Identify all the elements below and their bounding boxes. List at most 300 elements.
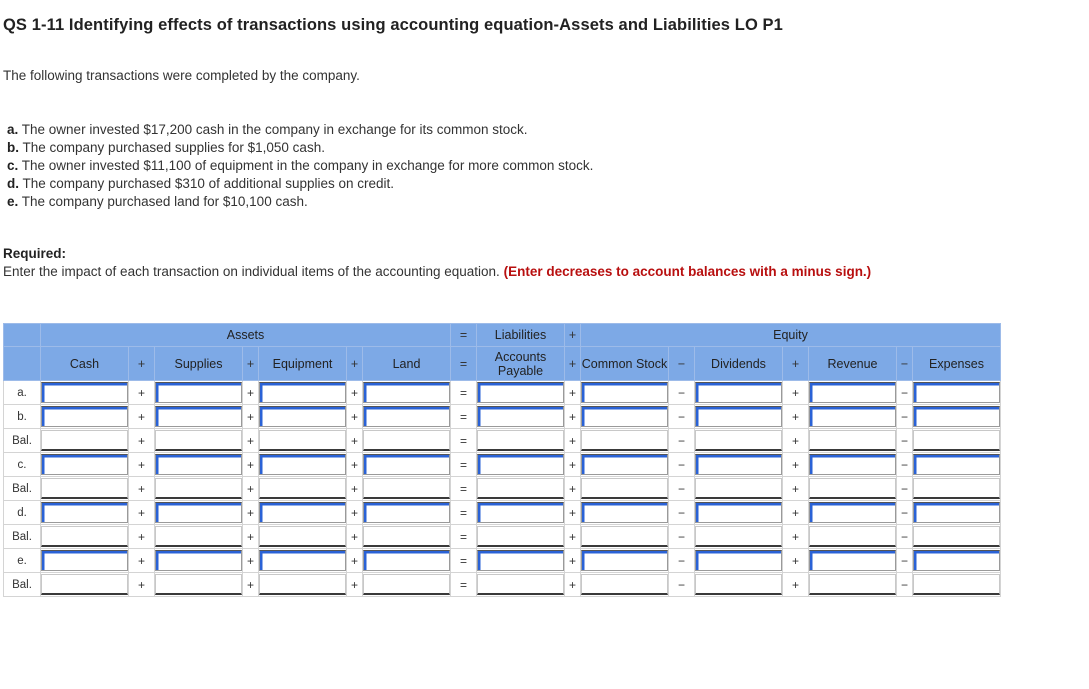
dividends-input[interactable] xyxy=(695,430,782,451)
revenue-cell xyxy=(809,429,897,453)
common-stock-input[interactable] xyxy=(581,574,668,595)
header-operator: + xyxy=(129,347,155,381)
common-stock-cell xyxy=(581,405,669,429)
accounts-payable-cell xyxy=(477,381,565,405)
equipment-input[interactable] xyxy=(259,382,346,403)
col-header-expenses: Expenses xyxy=(913,347,1001,381)
land-input[interactable] xyxy=(363,454,450,475)
dividends-cell xyxy=(695,573,783,597)
equipment-cell xyxy=(259,525,347,549)
required-instructions: Enter the impact of each transaction on individual items of the accounting equation. xyxy=(3,264,500,279)
row-label: b. xyxy=(4,405,41,429)
land-cell xyxy=(363,525,451,549)
header-operator: + xyxy=(565,347,581,381)
common-stock-input[interactable] xyxy=(581,406,668,427)
common-stock-input[interactable] xyxy=(581,382,668,403)
expenses-cell xyxy=(913,429,1001,453)
supplies-input[interactable] xyxy=(155,454,242,475)
cash-input[interactable] xyxy=(41,478,128,499)
common-stock-input[interactable] xyxy=(581,454,668,475)
dividends-input[interactable] xyxy=(695,502,782,523)
row-label: a. xyxy=(4,381,41,405)
row-label: e. xyxy=(4,549,41,573)
land-input[interactable] xyxy=(363,430,450,451)
operator: = xyxy=(451,453,477,477)
expenses-input[interactable] xyxy=(913,382,1000,403)
dividends-cell xyxy=(695,477,783,501)
row-label: c. xyxy=(4,453,41,477)
cash-cell xyxy=(41,381,129,405)
operator: − xyxy=(897,453,913,477)
row-label: Bal. xyxy=(4,573,41,597)
expenses-input[interactable] xyxy=(913,502,1000,523)
col-header-cash: Cash xyxy=(41,347,129,381)
land-cell xyxy=(363,429,451,453)
expenses-input[interactable] xyxy=(913,550,1000,571)
operator: − xyxy=(897,405,913,429)
supplies-cell xyxy=(155,573,243,597)
land-input[interactable] xyxy=(363,550,450,571)
dividends-input[interactable] xyxy=(695,382,782,403)
cash-cell xyxy=(41,501,129,525)
common-stock-input[interactable] xyxy=(581,478,668,499)
operator: + xyxy=(783,405,809,429)
land-cell xyxy=(363,549,451,573)
expenses-cell xyxy=(913,501,1001,525)
operator: + xyxy=(565,501,581,525)
operator: − xyxy=(669,525,695,549)
revenue-input[interactable] xyxy=(809,478,896,499)
land-cell xyxy=(363,501,451,525)
equipment-cell xyxy=(259,381,347,405)
header-operator: + xyxy=(347,347,363,381)
land-cell xyxy=(363,453,451,477)
revenue-input[interactable] xyxy=(809,430,896,451)
equity-group-header: Equity xyxy=(581,324,1001,347)
accounts-payable-cell xyxy=(477,573,565,597)
transaction-item xyxy=(7,121,593,139)
dividends-cell xyxy=(695,525,783,549)
equipment-cell xyxy=(259,477,347,501)
revenue-cell xyxy=(809,405,897,429)
common-stock-cell xyxy=(581,477,669,501)
operator: + xyxy=(243,453,259,477)
transaction-text: The company purchased supplies for $1,050 cash. xyxy=(22,140,325,155)
required-note: (Enter decreases to account balances with a minus sign.) xyxy=(503,264,872,279)
operator: + xyxy=(129,501,155,525)
expenses-input[interactable] xyxy=(913,574,1000,595)
group-header-row xyxy=(4,324,1001,347)
expenses-cell xyxy=(913,477,1001,501)
operator: + xyxy=(565,573,581,597)
common-stock-cell xyxy=(581,429,669,453)
col-header-equipment: Equipment xyxy=(259,347,347,381)
operator: + xyxy=(347,405,363,429)
operator: + xyxy=(565,453,581,477)
transaction-item xyxy=(7,193,593,211)
balance-row xyxy=(4,429,1001,453)
operator: = xyxy=(451,477,477,501)
operator: + xyxy=(565,405,581,429)
transaction-letter: b. xyxy=(7,140,19,155)
land-input[interactable] xyxy=(363,574,450,595)
operator: + xyxy=(783,549,809,573)
supplies-cell xyxy=(155,549,243,573)
cash-input[interactable] xyxy=(41,430,128,451)
balance-row xyxy=(4,525,1001,549)
equipment-cell xyxy=(259,573,347,597)
transaction-text: The owner invested $11,100 of equipment in the company in exchange for more common stock. xyxy=(21,158,594,173)
cash-input[interactable] xyxy=(41,502,128,523)
operator: − xyxy=(669,573,695,597)
common-stock-input[interactable] xyxy=(581,550,668,571)
operator: + xyxy=(565,477,581,501)
required-section xyxy=(3,245,923,281)
operator: + xyxy=(129,381,155,405)
operator: + xyxy=(243,429,259,453)
equipment-cell xyxy=(259,429,347,453)
operator: − xyxy=(669,453,695,477)
transaction-text: The company purchased $310 of additional supplies on credit. xyxy=(22,176,395,191)
land-input[interactable] xyxy=(363,502,450,523)
equipment-input[interactable] xyxy=(259,430,346,451)
balance-row xyxy=(4,573,1001,597)
common-stock-input[interactable] xyxy=(581,430,668,451)
common-stock-input[interactable] xyxy=(581,502,668,523)
operator: + xyxy=(129,573,155,597)
operator: − xyxy=(897,525,913,549)
balance-row xyxy=(4,477,1001,501)
transaction-row xyxy=(4,501,1001,525)
operator: − xyxy=(897,477,913,501)
supplies-input[interactable] xyxy=(155,550,242,571)
transaction-letter: e. xyxy=(7,194,19,209)
dividends-cell xyxy=(695,381,783,405)
assets-group-header: Assets xyxy=(41,324,451,347)
operator: − xyxy=(669,549,695,573)
dividends-cell xyxy=(695,501,783,525)
revenue-input[interactable] xyxy=(809,550,896,571)
operator: + xyxy=(565,381,581,405)
header-blank xyxy=(4,324,41,347)
operator: + xyxy=(243,573,259,597)
operator: = xyxy=(451,573,477,597)
accounts-payable-cell xyxy=(477,525,565,549)
expenses-input[interactable] xyxy=(913,454,1000,475)
row-label: Bal. xyxy=(4,525,41,549)
accounts-payable-cell xyxy=(477,405,565,429)
operator: = xyxy=(451,405,477,429)
equipment-cell xyxy=(259,549,347,573)
col-header-supplies: Supplies xyxy=(155,347,243,381)
col-header-common-stock: Common Stock xyxy=(581,347,669,381)
supplies-cell xyxy=(155,381,243,405)
operator: + xyxy=(783,453,809,477)
expenses-input[interactable] xyxy=(913,430,1000,451)
supplies-input[interactable] xyxy=(155,406,242,427)
revenue-cell xyxy=(809,453,897,477)
operator: + xyxy=(565,549,581,573)
land-input[interactable] xyxy=(363,478,450,499)
operator: + xyxy=(783,573,809,597)
dividends-cell xyxy=(695,453,783,477)
operator: − xyxy=(669,405,695,429)
equipment-input[interactable] xyxy=(259,574,346,595)
col-header-revenue: Revenue xyxy=(809,347,897,381)
cash-cell xyxy=(41,453,129,477)
col-header-dividends: Dividends xyxy=(695,347,783,381)
intro-text: The following transactions were completed by the company. xyxy=(3,68,360,83)
dividends-input[interactable] xyxy=(695,550,782,571)
equipment-cell xyxy=(259,453,347,477)
equals-operator: = xyxy=(451,324,477,347)
expenses-cell xyxy=(913,453,1001,477)
cash-input[interactable] xyxy=(41,382,128,403)
liabilities-group-header: Liabilities xyxy=(477,324,565,347)
dividends-input[interactable] xyxy=(695,526,782,547)
operator: − xyxy=(897,501,913,525)
operator: + xyxy=(129,453,155,477)
transaction-letter: d. xyxy=(7,176,19,191)
col-header-land: Land xyxy=(363,347,451,381)
equipment-cell xyxy=(259,405,347,429)
accounts-payable-cell xyxy=(477,453,565,477)
operator: + xyxy=(347,525,363,549)
operator: + xyxy=(347,381,363,405)
operator: + xyxy=(243,501,259,525)
operator: + xyxy=(129,525,155,549)
dividends-input[interactable] xyxy=(695,406,782,427)
operator: + xyxy=(783,381,809,405)
land-input[interactable] xyxy=(363,526,450,547)
land-cell xyxy=(363,573,451,597)
revenue-cell xyxy=(809,501,897,525)
row-label: Bal. xyxy=(4,429,41,453)
operator: = xyxy=(451,549,477,573)
common-stock-cell xyxy=(581,549,669,573)
header-operator: − xyxy=(897,347,913,381)
revenue-input[interactable] xyxy=(809,526,896,547)
operator: − xyxy=(669,501,695,525)
cash-cell xyxy=(41,549,129,573)
expenses-cell xyxy=(913,573,1001,597)
supplies-cell xyxy=(155,477,243,501)
equipment-input[interactable] xyxy=(259,502,346,523)
revenue-input[interactable] xyxy=(809,574,896,595)
accounts-payable-input[interactable] xyxy=(477,430,564,451)
operator: − xyxy=(897,429,913,453)
row-label: d. xyxy=(4,501,41,525)
accounts-payable-input[interactable] xyxy=(477,382,564,403)
accounting-equation-table xyxy=(3,323,1001,597)
supplies-input[interactable] xyxy=(155,430,242,451)
dividends-cell xyxy=(695,405,783,429)
land-cell xyxy=(363,381,451,405)
accounts-payable-input[interactable] xyxy=(477,550,564,571)
operator: + xyxy=(347,501,363,525)
dividends-input[interactable] xyxy=(695,454,782,475)
land-input[interactable] xyxy=(363,382,450,403)
equipment-input[interactable] xyxy=(259,526,346,547)
cash-input[interactable] xyxy=(41,574,128,595)
transaction-row xyxy=(4,453,1001,477)
page-title: QS 1-11 Identifying effects of transactions using accounting equation-Assets and Liabilities LO P1 xyxy=(3,16,783,34)
operator: + xyxy=(347,477,363,501)
header-operator: + xyxy=(243,347,259,381)
transaction-item xyxy=(7,139,593,157)
operator: + xyxy=(347,549,363,573)
equipment-input[interactable] xyxy=(259,454,346,475)
operator: + xyxy=(129,477,155,501)
operator: + xyxy=(129,429,155,453)
expenses-cell xyxy=(913,525,1001,549)
operator: − xyxy=(669,429,695,453)
accounts-payable-input[interactable] xyxy=(477,478,564,499)
operator: + xyxy=(347,573,363,597)
revenue-cell xyxy=(809,549,897,573)
operator: + xyxy=(783,501,809,525)
supplies-cell xyxy=(155,501,243,525)
operator: + xyxy=(243,381,259,405)
accounts-payable-input[interactable] xyxy=(477,502,564,523)
transaction-letter: c. xyxy=(7,158,19,173)
operator: + xyxy=(783,525,809,549)
accounts-payable-cell xyxy=(477,549,565,573)
col-header-accounts-payable: Accounts Payable xyxy=(477,347,565,381)
transaction-row xyxy=(4,549,1001,573)
operator: + xyxy=(783,477,809,501)
header-operator: = xyxy=(451,347,477,381)
operator: = xyxy=(451,381,477,405)
accounts-payable-input[interactable] xyxy=(477,454,564,475)
header-operator: − xyxy=(669,347,695,381)
cash-input[interactable] xyxy=(41,550,128,571)
column-header-row xyxy=(4,347,1001,381)
operator: + xyxy=(243,477,259,501)
revenue-cell xyxy=(809,573,897,597)
operator: − xyxy=(897,549,913,573)
transaction-row xyxy=(4,405,1001,429)
transaction-row xyxy=(4,381,1001,405)
transaction-list xyxy=(7,121,593,211)
expenses-input[interactable] xyxy=(913,478,1000,499)
revenue-input[interactable] xyxy=(809,454,896,475)
cash-input[interactable] xyxy=(41,526,128,547)
supplies-cell xyxy=(155,429,243,453)
expenses-cell xyxy=(913,549,1001,573)
supplies-input[interactable] xyxy=(155,526,242,547)
land-input[interactable] xyxy=(363,406,450,427)
revenue-input[interactable] xyxy=(809,502,896,523)
supplies-cell xyxy=(155,525,243,549)
revenue-input[interactable] xyxy=(809,406,896,427)
plus-operator: + xyxy=(565,324,581,347)
accounts-payable-input[interactable] xyxy=(477,574,564,595)
revenue-input[interactable] xyxy=(809,382,896,403)
operator: + xyxy=(347,429,363,453)
common-stock-cell xyxy=(581,501,669,525)
operator: + xyxy=(243,405,259,429)
land-cell xyxy=(363,405,451,429)
accounts-payable-input[interactable] xyxy=(477,406,564,427)
transaction-text: The owner invested $17,200 cash in the company in exchange for its common stock. xyxy=(21,122,528,137)
required-heading: Required: xyxy=(3,246,67,261)
cash-cell xyxy=(41,405,129,429)
transaction-item xyxy=(7,157,593,175)
accounts-payable-cell xyxy=(477,477,565,501)
transaction-text: The company purchased land for $10,100 cash. xyxy=(21,194,308,209)
cash-cell xyxy=(41,525,129,549)
operator: + xyxy=(129,405,155,429)
accounts-payable-cell xyxy=(477,429,565,453)
transaction-letter: a. xyxy=(7,122,19,137)
operator: − xyxy=(669,477,695,501)
land-cell xyxy=(363,477,451,501)
expenses-input[interactable] xyxy=(913,406,1000,427)
common-stock-input[interactable] xyxy=(581,526,668,547)
dividends-input[interactable] xyxy=(695,478,782,499)
header-operator: + xyxy=(783,347,809,381)
equipment-input[interactable] xyxy=(259,478,346,499)
cash-cell xyxy=(41,429,129,453)
operator: + xyxy=(129,549,155,573)
supplies-cell xyxy=(155,453,243,477)
operator: − xyxy=(669,381,695,405)
operator: + xyxy=(565,525,581,549)
cash-input[interactable] xyxy=(41,454,128,475)
common-stock-cell xyxy=(581,525,669,549)
operator: + xyxy=(347,453,363,477)
dividends-cell xyxy=(695,549,783,573)
expenses-input[interactable] xyxy=(913,526,1000,547)
supplies-input[interactable] xyxy=(155,382,242,403)
operator: + xyxy=(243,549,259,573)
supplies-input[interactable] xyxy=(155,502,242,523)
equipment-input[interactable] xyxy=(259,406,346,427)
operator: − xyxy=(897,573,913,597)
accounts-payable-cell xyxy=(477,501,565,525)
supplies-input[interactable] xyxy=(155,574,242,595)
dividends-cell xyxy=(695,429,783,453)
cash-input[interactable] xyxy=(41,406,128,427)
cash-cell xyxy=(41,573,129,597)
expenses-cell xyxy=(913,405,1001,429)
supplies-cell xyxy=(155,405,243,429)
revenue-cell xyxy=(809,381,897,405)
operator: = xyxy=(451,501,477,525)
common-stock-cell xyxy=(581,573,669,597)
operator: = xyxy=(451,525,477,549)
accounts-payable-input[interactable] xyxy=(477,526,564,547)
operator: + xyxy=(783,429,809,453)
revenue-cell xyxy=(809,525,897,549)
supplies-input[interactable] xyxy=(155,478,242,499)
row-label: Bal. xyxy=(4,477,41,501)
operator: + xyxy=(565,429,581,453)
operator: + xyxy=(243,525,259,549)
cash-cell xyxy=(41,477,129,501)
header-blank xyxy=(4,347,41,381)
equipment-cell xyxy=(259,501,347,525)
common-stock-cell xyxy=(581,381,669,405)
expenses-cell xyxy=(913,381,1001,405)
dividends-input[interactable] xyxy=(695,574,782,595)
operator: − xyxy=(897,381,913,405)
equipment-input[interactable] xyxy=(259,550,346,571)
operator: = xyxy=(451,429,477,453)
common-stock-cell xyxy=(581,453,669,477)
revenue-cell xyxy=(809,477,897,501)
